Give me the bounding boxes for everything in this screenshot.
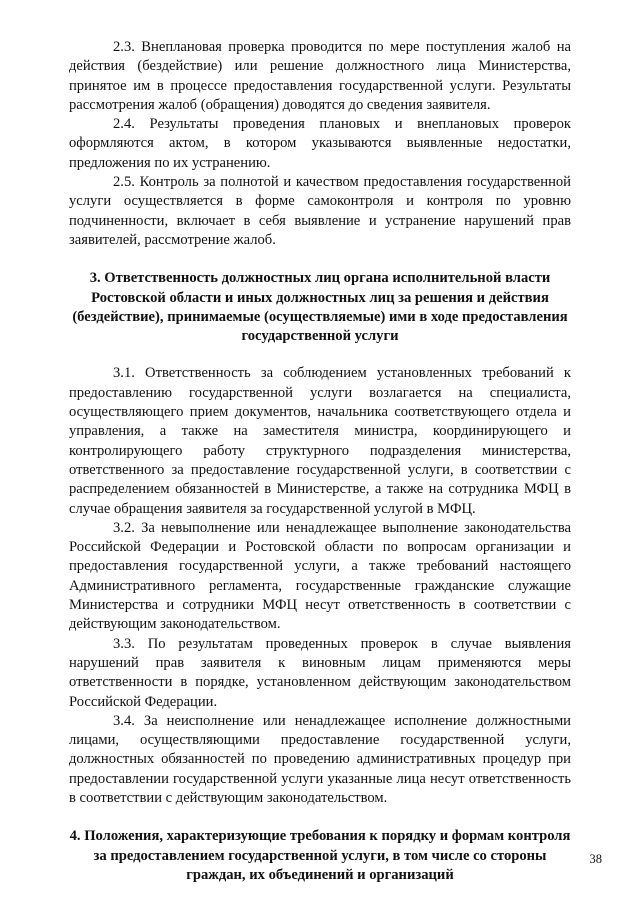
paragraph-3-2: 3.2. За невыполнение или ненадлежащее выполнение законодательства Российской Федерации и Ростовской области по вопросам организации и предоставления государственной услуги, а также требований настоящего Административного регламента, государственные гражданские служащие Министерства и сотрудники МФЦ несут ответственность в соответствии с действующим законодательством. bbox=[69, 519, 571, 633]
paragraph-2-5: 2.5. Контроль за полнотой и качеством предоставления государственной услуги осуществляется в форме самоконтроля и контроля по уровню подчиненности, включает в себя выявление и устранение нарушений прав заявителей, рассмотрение жалоб. bbox=[69, 174, 571, 248]
section-4-heading: 4. Положения, характеризующие требования к порядку и формам контроля за предоставлением государственной услуги, в том числе со стороны граждан, их объединений и организаций bbox=[69, 828, 571, 883]
paragraph-3-3: 3.3. По результатам проведенных проверок в случае выявления нарушений прав заявителя к виновным лицам применяются меры ответственности в порядке, установленном действующим законодательством Российской Федерации. bbox=[69, 635, 571, 710]
paragraph-3-1: 3.1. Ответственность за соблюдением установленных требований к предоставлению государственной услуги возлагается на специалиста, осуществляющего прием документов, начальника соответствующего отдела и управления, а также на заместителя министра, координирующего и контролирующего работу структурного подразделения министерства, ответственного за предоставление государственной услуги, в соответствии с распределением обязанностей в Министерстве, а также на сотрудника МФЦ в случае обращения заявителя за государственной услугой в МФЦ. bbox=[69, 365, 571, 517]
paragraph-3-4: 3.4. За неисполнение или ненадлежащее исполнение должностными лицами, осуществляющими предоставление государственной услуги, должностных обязанностей по проведению административных процедур при предоставлении государственной услуги указанные лица несут ответственность в соответствии с действующим законодательством. bbox=[69, 712, 571, 806]
section-3-heading: 3. Ответственность должностных лиц органа исполнительной власти Ростовской области и иных должностных лиц за решения и действия (бездействие), принимаемые (осуществляемые) ими в ходе предоставления государственной услуги bbox=[72, 270, 568, 345]
paragraph-2-4: 2.4. Результаты проведения плановых и внеплановых проверок оформляются актом, в котором указываются выявленные недостатки, предложения по их устранению. bbox=[69, 116, 571, 171]
page-body bbox=[69, 38, 571, 885]
page-number: 38 bbox=[589, 852, 602, 866]
paragraph-2-3: 2.3. Внеплановая проверка проводится по мере поступления жалоб на действия (бездействие) или решение должностного лица Министерства, принятое им в процессе предоставления государственной услуги. Результаты рассмотрения жалоб (обращения) доводятся до сведения заявителя. bbox=[69, 39, 571, 113]
